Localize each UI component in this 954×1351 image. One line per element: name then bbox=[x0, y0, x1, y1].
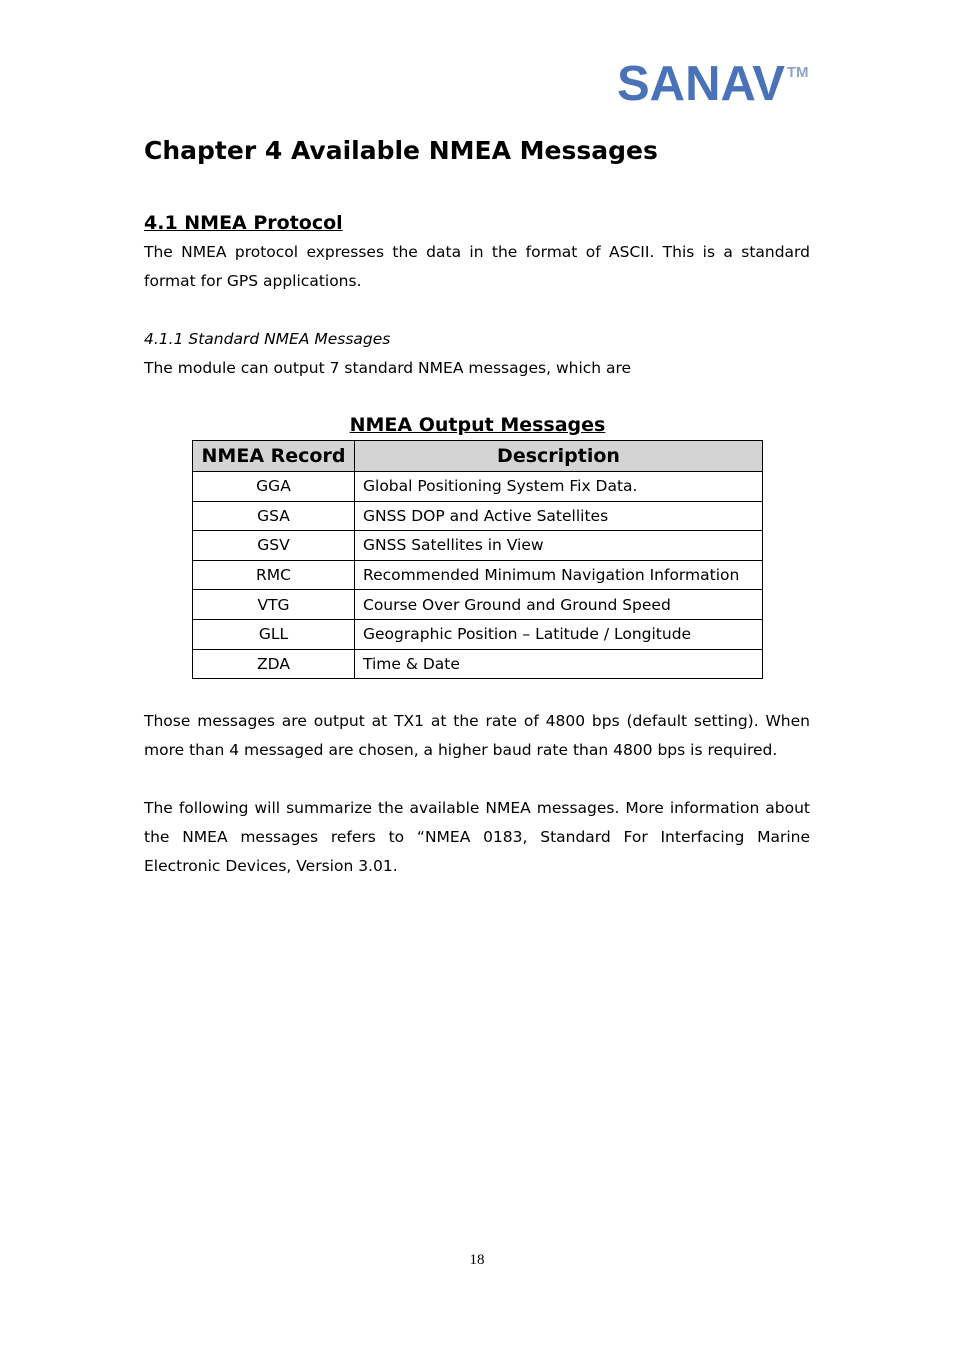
table-row bbox=[193, 649, 763, 679]
sanav-logo bbox=[617, 57, 809, 111]
logo-text: SANAV bbox=[617, 57, 785, 111]
column-header-description: Description bbox=[355, 441, 763, 472]
description-cell: Time & Date bbox=[355, 649, 763, 679]
nmea-output-messages-table bbox=[192, 440, 763, 679]
record-cell: ZDA bbox=[193, 649, 355, 679]
record-cell: RMC bbox=[193, 560, 355, 590]
column-header-record: NMEA Record bbox=[193, 441, 355, 472]
summary-paragraph: The following will summarize the available NMEA messages. More information about the NMEA messages refers to “NMEA 0183, Standard For Interfacing Marine Electronic Devices, Version 3.01. bbox=[144, 799, 810, 875]
logo-trademark: TM bbox=[786, 64, 809, 81]
record-cell: GGA bbox=[193, 472, 355, 502]
section-title: 4.1 NMEA Protocol bbox=[144, 212, 343, 234]
subsection-intro-paragraph: The module can output 7 standard NMEA messages, which are bbox=[144, 359, 632, 377]
table-row bbox=[193, 590, 763, 620]
description-cell: Course Over Ground and Ground Speed bbox=[355, 590, 763, 620]
record-cell: GSA bbox=[193, 501, 355, 531]
table-row bbox=[193, 531, 763, 561]
section-intro-paragraph: The NMEA protocol expresses the data in the format of ASCII. This is a standard format for GPS applications. bbox=[144, 243, 810, 290]
record-cell: VTG bbox=[193, 590, 355, 620]
table-row bbox=[193, 619, 763, 649]
description-cell: Geographic Position – Latitude / Longitude bbox=[355, 619, 763, 649]
chapter-title: Chapter 4 Available NMEA Messages bbox=[144, 136, 658, 165]
description-cell: Global Positioning System Fix Data. bbox=[355, 472, 763, 502]
description-cell: GNSS Satellites in View bbox=[355, 531, 763, 561]
table-header-row bbox=[193, 441, 763, 472]
description-cell: Recommended Minimum Navigation Information bbox=[355, 560, 763, 590]
record-cell: GSV bbox=[193, 531, 355, 561]
table-title: NMEA Output Messages bbox=[349, 414, 606, 436]
table-row bbox=[193, 501, 763, 531]
subsection-title: 4.1.1 Standard NMEA Messages bbox=[144, 330, 391, 348]
description-cell: GNSS DOP and Active Satellites bbox=[355, 501, 763, 531]
table-row bbox=[193, 472, 763, 502]
table-row bbox=[193, 560, 763, 590]
output-rate-paragraph: Those messages are output at TX1 at the rate of 4800 bps (default setting). When more than 4 messaged are chosen, a higher baud rate than 4800 bps is required. bbox=[144, 712, 810, 759]
page-number: 18 bbox=[469, 1252, 485, 1268]
record-cell: GLL bbox=[193, 619, 355, 649]
